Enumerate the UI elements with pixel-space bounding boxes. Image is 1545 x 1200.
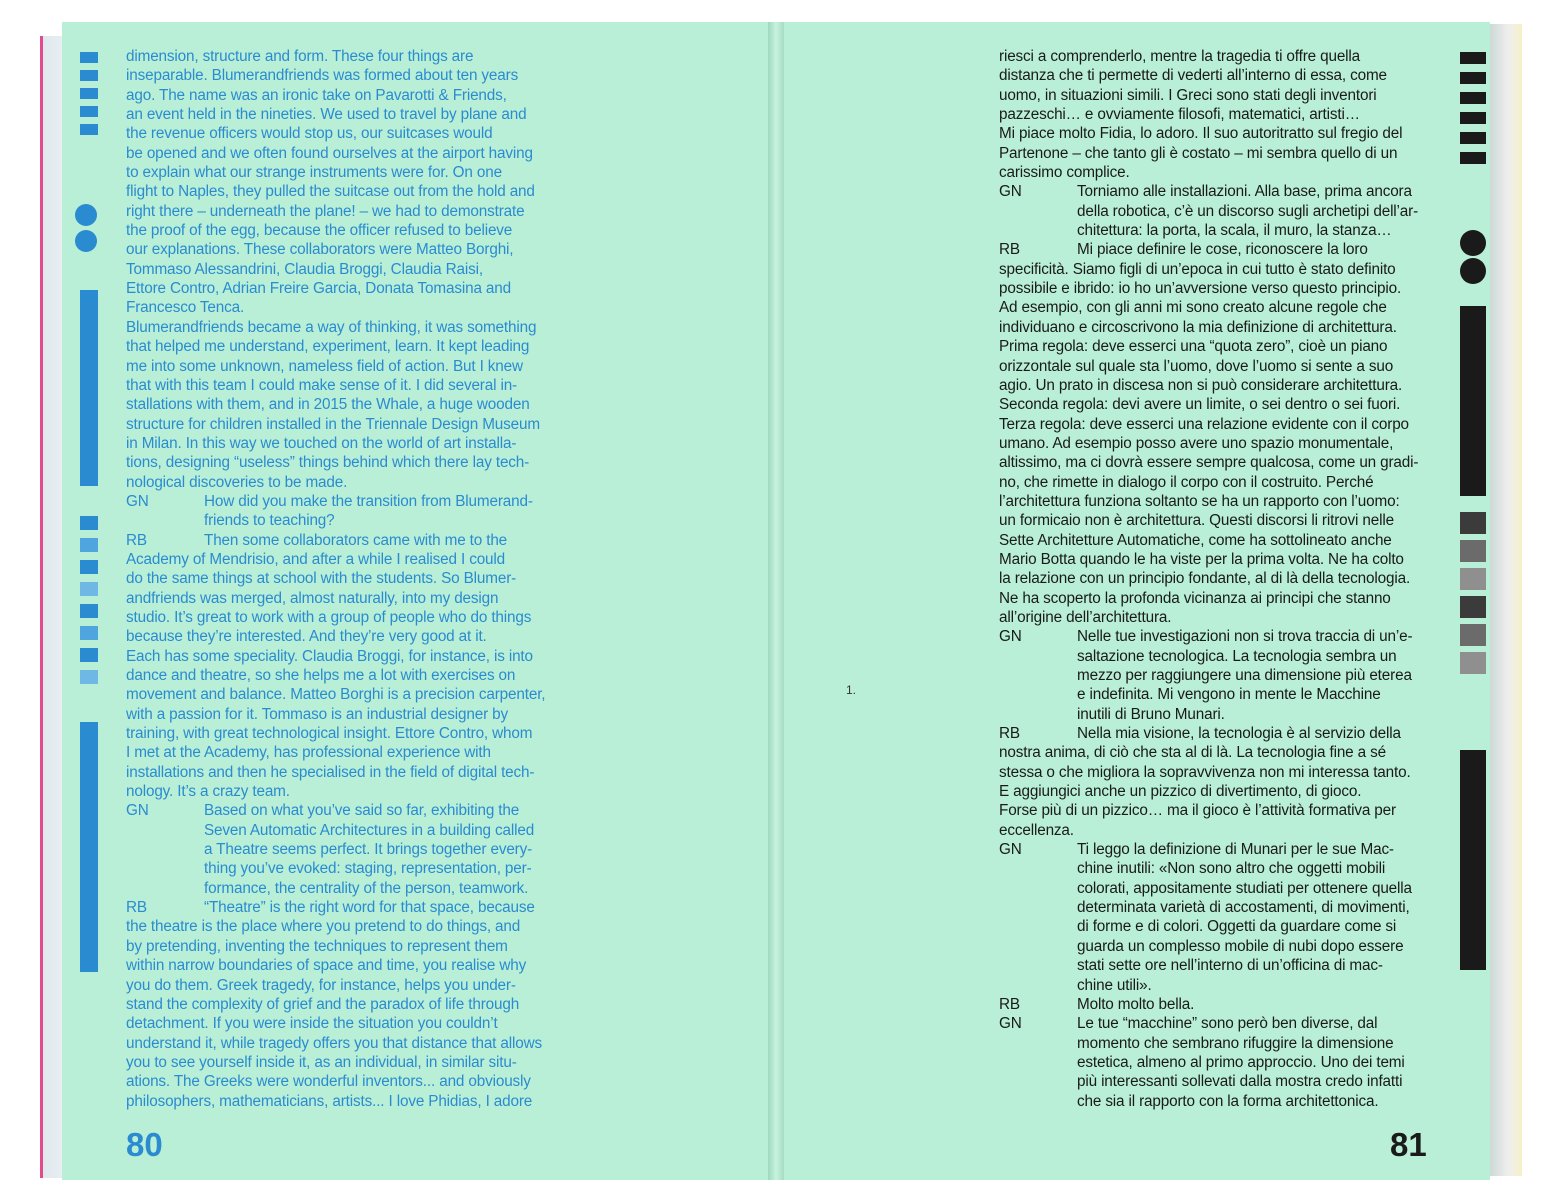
right_page-line: distanza che ti permette di vederti all’interno di essa, come xyxy=(999,67,1387,85)
right_page-line: Ne ha scoperto la profonda vicinanza ai principi che stanno xyxy=(999,589,1391,607)
left_page-line: Francesco Tenca. xyxy=(126,299,245,317)
right_page-line: inutili di Bruno Munari. xyxy=(1077,705,1225,723)
left_page-line: do the same things at school with the students. So Blumer- xyxy=(126,570,517,588)
speaker-label: GN xyxy=(999,183,1022,201)
left_page-line: GN Based on what you’ve said so far, exhibiting the xyxy=(126,802,520,820)
left_page-line: within narrow boundaries of space and time, you realise why xyxy=(126,957,527,975)
left_page-line: a Theatre seems perfect. It brings together every- xyxy=(204,841,533,859)
right_page-line: altissimo, ma ci dovrà essere sempre qualcosa, come un gradi- xyxy=(999,454,1419,472)
right_page-line: RB Molto molto bella. xyxy=(999,995,1195,1013)
right_page-line: Mi piace molto Fidia, lo adoro. Il suo autoritratto sul fregio del xyxy=(999,125,1403,143)
left_page-line: our explanations. These collaborators were Matteo Borghi, xyxy=(126,241,514,259)
speaker-label: RB xyxy=(999,725,1020,743)
right_page-line: E aggiungici anche un pizzico di divertimento, di gioco. xyxy=(999,783,1362,801)
speaker-label: RB xyxy=(999,241,1020,259)
right_page-line: più interessanti sollevati dalla mostra credo infatti xyxy=(1077,1073,1403,1091)
right_page-line: riesci a comprenderlo, mentre la tragedia ti offre quella xyxy=(999,48,1361,65)
left_page-line: dimension, structure and form. These four things are xyxy=(126,48,474,65)
speaker-label: RB xyxy=(126,531,147,549)
left_page-line: dance and theatre, so she helps me a lot with exercises on xyxy=(126,667,516,684)
left_page-line: RB Then some collaborators came with me to the xyxy=(126,531,508,549)
right_page-line: individuano e circoscrivono la mia definizione di architettura. xyxy=(999,318,1397,336)
right_page-line: un formicaio non è architettura. Questi discorsi li ritrovi nelle xyxy=(999,512,1394,530)
right_page-line: guarda un complesso mobile di nubi dopo essere xyxy=(1077,937,1404,955)
left_page-line: Blumerandfriends became a way of thinking, it was something xyxy=(126,318,537,336)
right_page-line: GN Ti leggo la definizione di Munari per le sue Mac- xyxy=(999,841,1394,859)
left_page-line: that helped me understand, experiment, learn. It kept leading xyxy=(126,338,530,356)
right_page-line: estetica, almeno al primo approccio. Uno dei temi xyxy=(1077,1053,1405,1071)
right-page-body-text xyxy=(999,47,1418,1111)
right_page-line: Terza regola: deve esserci una relazione evidente con il corpo xyxy=(999,415,1409,433)
right_page-line: Ad esempio, con gli anni mi sono creato alcune regole che xyxy=(999,299,1387,317)
speaker-label: GN xyxy=(126,802,149,820)
right_page-line: Prima regola: deve esserci una “quota zero”, cioè un piano xyxy=(999,338,1388,356)
left_page-line: that with this team I could make sense of it. I did several in- xyxy=(126,376,518,394)
left_page-line: Academy of Mendrisio, and after a while I realised I could xyxy=(126,550,506,568)
right_page-line: che sia il rapporto con la forma architettonica. xyxy=(1077,1092,1379,1110)
right_page-line: nostra anima, di ciò che sta al di là. La tecnologia fine a sé xyxy=(999,744,1386,762)
left_page-line: nological discoveries to be made. xyxy=(126,473,348,491)
left_page-line: ations. The Greeks were wonderful inventors... and obviously xyxy=(126,1073,531,1091)
left_page-line: to explain what our strange instruments were for. On one xyxy=(126,164,502,182)
speaker-label: GN xyxy=(999,841,1022,859)
left_page-line: be opened and we often found ourselves at the airport having xyxy=(126,144,533,162)
right_page-line: Sette Architetture Automatiche, come ha sottolineato anche xyxy=(999,531,1392,549)
right_page-line: della robotica, c’è un discorso sugli archetipi dell’ar- xyxy=(1077,202,1419,220)
left_page-line: tions, designing “useless” things behind which there lay tech- xyxy=(126,454,530,472)
left_page-line: by pretending, inventing the techniques to represent them xyxy=(126,937,508,955)
book-edge-left xyxy=(40,36,64,1178)
left_page-line: RB “Theatre” is the right word for that space, because xyxy=(126,899,535,917)
left_page-line: studio. It’s great to work with a group of people who do things xyxy=(126,608,532,626)
right_page-line: saltazione tecnologica. La tecnologia sembra un xyxy=(1077,647,1397,665)
left_page-line: nology. It’s a crazy team. xyxy=(126,783,290,801)
left_page-line: the theatre is the place where you pretend to do things, and xyxy=(126,918,521,936)
right_page-line: no, che rimette in dialogo il corpo con il costruito. Perché xyxy=(999,473,1374,491)
left_page-line: an event held in the nineties. We used to travel by plane and xyxy=(126,106,527,124)
left-page-body-text xyxy=(126,47,545,1111)
right_page-line: momento che sembrano rifuggire la dimensione xyxy=(1077,1034,1394,1052)
right_page-line: GN Le tue “macchine” sono però ben diverse, dal xyxy=(999,1015,1378,1033)
left_page-line: ago. The name was an ironic take on Pavarotti & Friends, xyxy=(126,86,507,104)
right_page-line: chine utili». xyxy=(1077,976,1152,994)
right_page-line: GN Nelle tue investigazioni non si trova traccia di un’e- xyxy=(999,628,1413,646)
right_page-line: stati sette ore nell’interno di un’officina di mac- xyxy=(1077,957,1383,975)
page-number-right: 81 xyxy=(1390,1126,1427,1163)
left_page-line: with a passion for it. Tommaso is an industrial designer by xyxy=(126,705,508,723)
speaker-label: GN xyxy=(999,1015,1022,1033)
right_page-line: Mario Botta quando le ha viste per la prima volta. Ne ha colto xyxy=(999,550,1404,568)
left_page-line: friends to teaching? xyxy=(204,512,335,530)
left_page-line: in Milan. In this way we touched on the world of art installa- xyxy=(126,434,517,452)
page-number-left: 80 xyxy=(126,1126,163,1163)
left_page-line: stand the complexity of grief and the paradox of life through xyxy=(126,995,520,1013)
left_page-line: GN How did you make the transition from Blumerand- xyxy=(126,492,533,510)
left_page-line: Each has some speciality. Claudia Broggi, for instance, is into xyxy=(126,647,533,665)
left_page-line: the proof of the egg, because the officer refused to believe xyxy=(126,222,513,240)
left_page-line: andfriends was merged, almost naturally, into my design xyxy=(126,589,499,607)
right_page-line: all’origine dell’architettura. xyxy=(999,608,1172,626)
left_page-line: you to see yourself inside it, as an individual, in similar situ- xyxy=(126,1053,517,1071)
right_page-line: Forse più di un pizzico… ma il gioco è l’attività formativa per xyxy=(999,802,1396,820)
speaker-label: RB xyxy=(126,899,147,917)
left_page-line: right there – underneath the plane! – we had to demonstrate xyxy=(126,202,525,220)
right_page-line: mezzo per raggiungere una dimensione più eterea xyxy=(1077,667,1412,684)
right_page-line: RB Nella mia visione, la tecnologia è al servizio della xyxy=(999,725,1401,743)
right_page-line: GN Torniamo alle installazioni. Alla base, prima ancora xyxy=(999,183,1412,201)
speaker-label: GN xyxy=(999,628,1022,646)
left_page-line: structure for children installed in the Triennale Design Museum xyxy=(126,415,540,433)
right_page-line: umano. Ad esempio posso avere uno spazio monumentale, xyxy=(999,434,1394,452)
speaker-label: RB xyxy=(999,995,1020,1013)
left_page-line: me into some unknown, nameless field of action. But I knew xyxy=(126,357,523,375)
left_page-line: Ettore Contro, Adrian Freire Garcia, Donata Tomasina and xyxy=(126,280,511,298)
book-edge-right xyxy=(1488,24,1522,1176)
left_page-line: inseparable. Blumerandfriends was formed about ten years xyxy=(126,67,519,85)
right_page-line: uomo, in situazioni simili. I Greci sono stati degli inventori xyxy=(999,86,1377,104)
speaker-label: GN xyxy=(126,492,149,510)
right_page-line: RB Mi piace definire le cose, riconoscere la loro xyxy=(999,241,1368,259)
right_page-line: l’architettura funziona soltanto se ha un rapporto con l’uomo: xyxy=(999,492,1400,510)
right_page-line: determinata varietà di accostamenti, di movimenti, xyxy=(1077,899,1410,917)
right_page-line: carissimo complice. xyxy=(999,164,1130,182)
left_page-line: formance, the centrality of the person, teamwork. xyxy=(204,879,529,897)
right_page-line: pazzeschi… e ovviamente filosofi, matematici, artisti… xyxy=(999,106,1360,124)
left_page-line: flight to Naples, they pulled the suitcase out from the hold and xyxy=(126,183,535,201)
right_page-line: Seconda regola: devi avere un limite, o sei dentro o sei fuori. xyxy=(999,396,1401,414)
book-gutter xyxy=(768,22,784,1180)
left_page-line: you do them. Greek tragedy, for instance, helps you under- xyxy=(126,976,516,994)
left_page-line: training, with great technological insight. Ettore Contro, whom xyxy=(126,725,533,743)
footnote-marker: 1. xyxy=(846,683,857,697)
right_page-line: Partenone – che tanto gli è costato – mi sembra quello di un xyxy=(999,144,1398,162)
left_page-line: Seven Automatic Architectures in a building called xyxy=(204,821,535,839)
left_page-line: thing you’ve evoked: staging, representation, per- xyxy=(204,860,532,878)
left_page-line: installations and then he specialised in the field of digital tech- xyxy=(126,763,535,781)
left_page-line: philosophers, mathematicians, artists... I love Phidias, I adore xyxy=(126,1092,533,1110)
right_page-line: chitettura: la porta, la scala, il muro, la stanza… xyxy=(1077,222,1392,240)
right_page-line: colorati, appositamente studiati per ottenere quella xyxy=(1077,879,1412,897)
left_page-line: the revenue officers would stop us, our suitcases would xyxy=(126,125,493,143)
right_page-line: stessa o che migliora la sopravvivenza non mi interessa tanto. xyxy=(999,763,1411,781)
left_page-line: I met at the Academy, has professional experience with xyxy=(126,744,491,762)
left_page-line: Tommaso Alessandrini, Claudia Broggi, Claudia Raisi, xyxy=(126,260,483,278)
left_page-line: because they’re interested. And they’re very good at it. xyxy=(126,628,487,646)
left_page-line: movement and balance. Matteo Borghi is a precision carpenter, xyxy=(126,686,546,704)
left_page-line: understand it, while tragedy offers you that distance that allows xyxy=(126,1034,542,1052)
right_page-line: eccellenza. xyxy=(999,821,1074,839)
right_page-line: la relazione con un principio fondante, al di là della tecnologia. xyxy=(999,570,1411,588)
right_page-line: agio. Un prato in discesa non si può considerare architettura. xyxy=(999,376,1403,394)
left_page-line: detachment. If you were inside the situation you couldn’t xyxy=(126,1015,498,1033)
right_page-line: orizzontale sul quale sta l’uomo, dove l’uomo si sente a suo xyxy=(999,357,1394,375)
right_page-line: e indefinita. Mi vengono in mente le Macchine xyxy=(1077,686,1381,704)
right_page-line: possibile e ibrido: io ho un’avversione verso questo principio. xyxy=(999,280,1402,298)
right_page-line: specificità. Siamo figli di un’epoca in cui tutto è stato definito xyxy=(999,260,1396,278)
right_page-line: di forme e di colori. Oggetti da guardare come si xyxy=(1077,918,1397,936)
left_page-line: stallations with them, and in 2015 the Whale, a huge wooden xyxy=(126,396,530,414)
right_page-line: chine inutili: «Non sono altro che oggetti mobili xyxy=(1077,860,1386,878)
